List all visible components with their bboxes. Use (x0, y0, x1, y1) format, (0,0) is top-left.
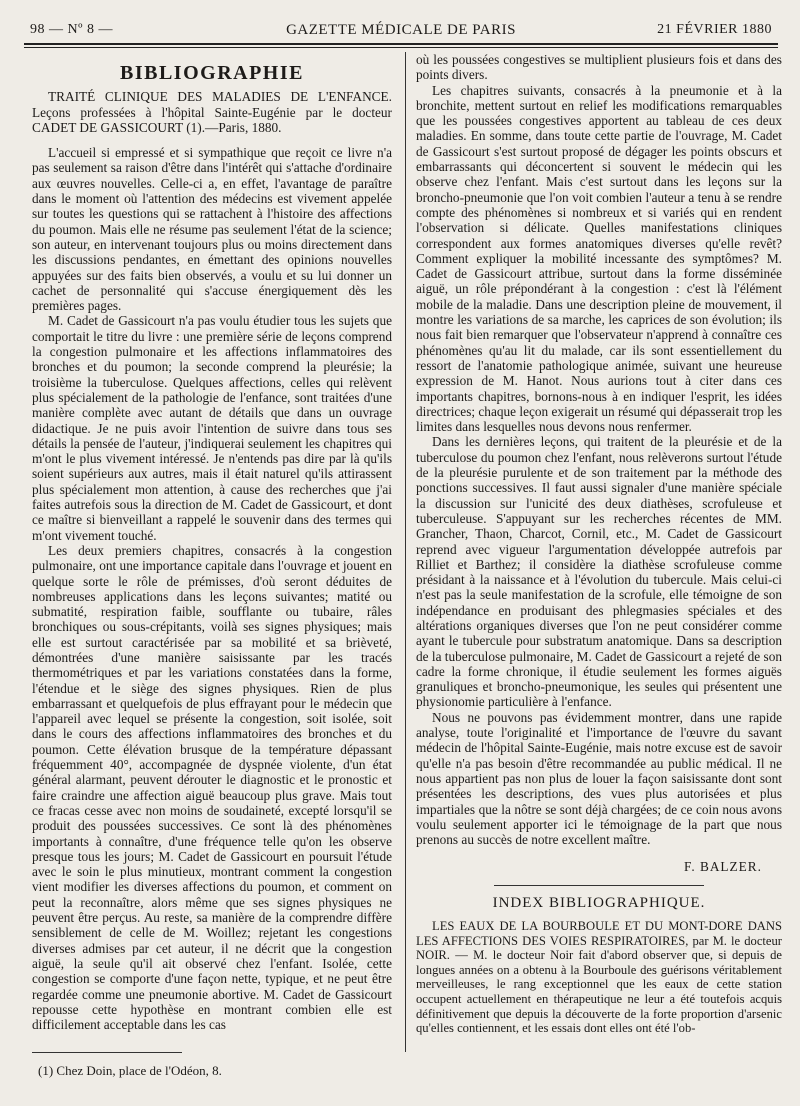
paragraph: Nous ne pouvons pas évidemment montrer, dans une rapide analyse, toute l'originalité et l'importance de l'œuvre du savant médecin de l'hôpital Sainte-Eugénie, mais notre excuse est de savoir qu'elle n'a pas besoin d'être recommandée au public médical. Il ne nous appartient pas non plus de louer la façon saisissante dont sont présentées les descriptions, des vues plus autorisées et plus impartiales que la nôtre se sont déjà chargées; de ce coin nous avons voulu seulement apporter ici le témoignage de la part que nous prenons au succès de notre excellent maître. (416, 709, 782, 848)
index-title: INDEX BIBLIOGRAPHIQUE. (492, 894, 706, 911)
right-column (416, 52, 782, 1036)
section-rule (494, 885, 704, 886)
paragraph: Les chapitres suivants, consacrés à la pneumonie et à la bronchite, mettent surtout en relief les modifications remarquables que les poussées congestives apportent au tableau de ces deux maladies. En somme, dans toute cette partie de l'ouvrage, M. Cadet de Gassicourt s'est surtout proposé de dégager les points obscurs et embarrassants qui déconcertent si souvent le médecin qui les observe chez l'enfant. Mais c'est surtout dans les leçons sur la broncho-pneumonie que l'on voit combien l'auteur a tenu à se rendre compte des phénomènes si nombreux et si variés qui en rendent l'observation si délicate. Quelles manifestations cliniques correspondent aux formes anatomiques diverses qu'elle revêt? Comment expliquer la mobilité incessante des symptômes? M. Cadet de Gassicourt attribue, surtout dans la forme disséminée aiguë, un rôle prépondérant à la congestion : c'est là l'élément mobile de la maladie. Dans une description pleine de mouvement, il montre les variations de sa marche, les caprices de son évolution; ils nous fait bien remarquer que l'observateur n'apprend à connaître ces phénomènes qu'au lit du malade, car ils sont essentiellement du ressort de l'anatomie pathologique animée, suivant une heureuse expression de M. Hanot. Nous aurions tout à citer dans ces importants chapitres, bornons-nous à en indiquer l'esprit, les idées directrices; chaque leçon exigerait un résumé qui dépasserait trop les limites dans lesquelles nous devons nous renfermer. (416, 82, 782, 435)
issue-date: 21 FÉVRIER 1880 (657, 22, 772, 37)
paragraph: Les deux premiers chapitres, consacrés à la congestion pulmonaire, ont une importance capitale dans l'ouvrage et jouent en quelque sorte le rôle de prémisses, d'où seront déduites de nombreuses applications dans les leçons suivantes; matité ou submatité, respiration faible, soufflante ou tubaire, râles bronchiques ou sous-crépitants, voilà ses signes physiques; mais elle est surtout caractérisée par sa mobilité et sa brièveté, démontrées d'une manière saisissante par les tracés thermométriques et par les variations constatées dans la forme, l'étendue et le siège des signes physiques. Rien de plus embarrassant et quelquefois de plus effrayant pour le médecin que l'appareil avec lequel se présente la congestion, soit isolée, soit dans le cours des affections inflammatoires des bronches et du poumon. Cette élévation brusque de la température dépassant fréquemment 40°, accompagnée de dyspnée violente, d'un état général alarmant, peuvent dérouter le diagnostic et le pronostic et faire craindre une affection aiguë beaucoup plus grave. Mais tout ce fracas cesse avec non moins de soudaineté, excepté lorsqu'il se produit des poussées successives. Ce sont là des phénomènes importants à connaître, d'une fréquence telle qu'on les observe presque tous les jours; M. Cadet de Gassicourt en poursuit l'étude avec le soin le plus minutieux, montrant comment la congestion vient modifier les diverses affections du poumon, et comment on peut la reconnaître, alors même que ses signes physiques ne peuvent être perçus. Au reste, sa manière de la comprendre diffère sensiblement de celle de M. Woillez; rejetant les congestions diverses admises par cet auteur, il ne décrit que la congestion aiguë, la seule qu'il ait observé chez l'enfant. Isolée, cette congestion se comporte d'une façon nette, typique, et ne peut être regardée comme une pneumonie abortive. M. Cadet de Gassicourt repousse cette hypothèse en montrant combien elle est difficilement acceptable dans les cas (32, 542, 392, 1033)
paragraph: où les poussées congestives se multiplient plusieurs fois et dans des points divers. (416, 52, 782, 83)
left-column (32, 52, 392, 1032)
index-entry: LES EAUX DE LA BOURBOULE ET DU MONT-DORE DANS LES AFFECTIONS DES VOIES RESPIRATOIRES, par M. le docteur NOIR. — M. le docteur Noir fait d'abord observer que, si depuis de longues années on a obtenu à la Bourboule des guérisons véritablement merveilleuses, le rang exceptionnel que les eaux de cette station occupent actuellement en thérapeutique ne leur a été toutefois acquis définitivement que depuis la découverte de la forte proportion d'arsenic qu'elles contiennent, et les essais dont elles ont été l'ob- (416, 919, 782, 1036)
header-rule (24, 43, 778, 48)
paragraph: L'accueil si empressé et si sympathique que reçoit ce livre n'a pas seulement sa raison d'être dans l'intérêt qui s'attache d'ordinaire aux œuvres nouvelles. Celle-ci a, en effet, l'avantage de paraître dans le moment où l'attention des médecins est vivement appelée sur toutes les questions qui se rattachent à l'histoire des affections du poumon. Mais elle ne résume pas seulement l'état de la science; son auteur, en intervenant toujours plus ou moins directement dans les discussions pendantes, en émettant des opinions nouvelles appuyées sur des faits bien observés, a voulu et su lui donner un cachet de personnalité qui s'accuse énergiquement dès les premières pages. (32, 145, 392, 314)
paragraph: M. Cadet de Gassicourt n'a pas voulu étudier tous les sujets que comportait le titre du livre : une première série de leçons comprend la congestion pulmonaire et les affections inflammatoires des bronches et du poumon; la seconde comprend la pleurésie; la troisième la tuberculose. Quelques affections, celles qui relèvent plus spécialement de la pathologie de l'enfance, sont traitées d'une manière complète avec autant de détails que dans un ouvrage didactique. Je ne puis avoir l'intention de suivre dans tous ses détails la pensée de l'auteur, j'indiquerai seulement les chapitres qui m'ont le plus vivement intéressé. Je n'entends pas dire par là qu'ils soient supérieurs aux autres, mais il était naturel qu'ils attirassent plus spécialement mon attention, à cause des recherches que j'ai faites autrefois sous la direction de M. Cadet de Gassicourt, et dont ce maître si bienveillant a rappelé le souvenir dans des termes qui m'ont vivement touché. (32, 313, 392, 543)
page-header (30, 22, 772, 44)
page-number: 98 — Nº 8 — (30, 22, 113, 37)
footnote-rule (32, 1052, 182, 1053)
publication-title: GAZETTE MÉDICALE DE PARIS (286, 22, 516, 38)
column-divider (405, 52, 406, 1052)
footnote: (1) Chez Doin, place de l'Odéon, 8. (38, 1063, 222, 1078)
paragraph: Dans les dernières leçons, qui traitent de la pleurésie et de la tuberculose du poumon chez l'enfant, nous relèverons surtout l'étude de la pleurésie purulente et de son traitement par la méthode des ponctions successives. Il faut aussi signaler d'une manière spéciale la discussion sur l'unicité des deux diathèses, scrofuleuse et tuberculeuse. S'appuyant sur les recherches récentes de MM. Grancher, Thaon, Charcot, Cornil, etc., M. Cadet de Gassicourt reprend avec vigueur l'argumentation développée autrefois par Rilliet et Barthez; il considère la diathèse scrofuleuse comme présidant à la naissance et à l'évolution du tubercule. Mais celui-ci n'est pas la seule manifestation de la scrofule, elle témoigne de son indépendance en produisant des phlegmasies spéciales et des altérations organiques diverses que l'on ne peut considérer comme ayant le tubercule pour substratum anatomique. Dans sa description de la tuberculose pulmonaire, M. Cadet de Gassicourt a rejeté de son cadre la forme chronique, il étudie seulement les formes aiguës granuliques et broncho-pneumonique, les seules qui présentent une physionomie particulière à l'enfance. (416, 434, 782, 710)
author-signature: F. BALZER. (683, 859, 762, 875)
section-title: BIBLIOGRAPHIE (120, 62, 304, 84)
book-reference: TRAITÉ CLINIQUE DES MALADIES DE L'ENFANCE. Leçons professées à l'hôpital Sainte-Eugénie par le docteur CADET DE GASSICOURT (1).—Paris, 1880. (32, 89, 392, 135)
